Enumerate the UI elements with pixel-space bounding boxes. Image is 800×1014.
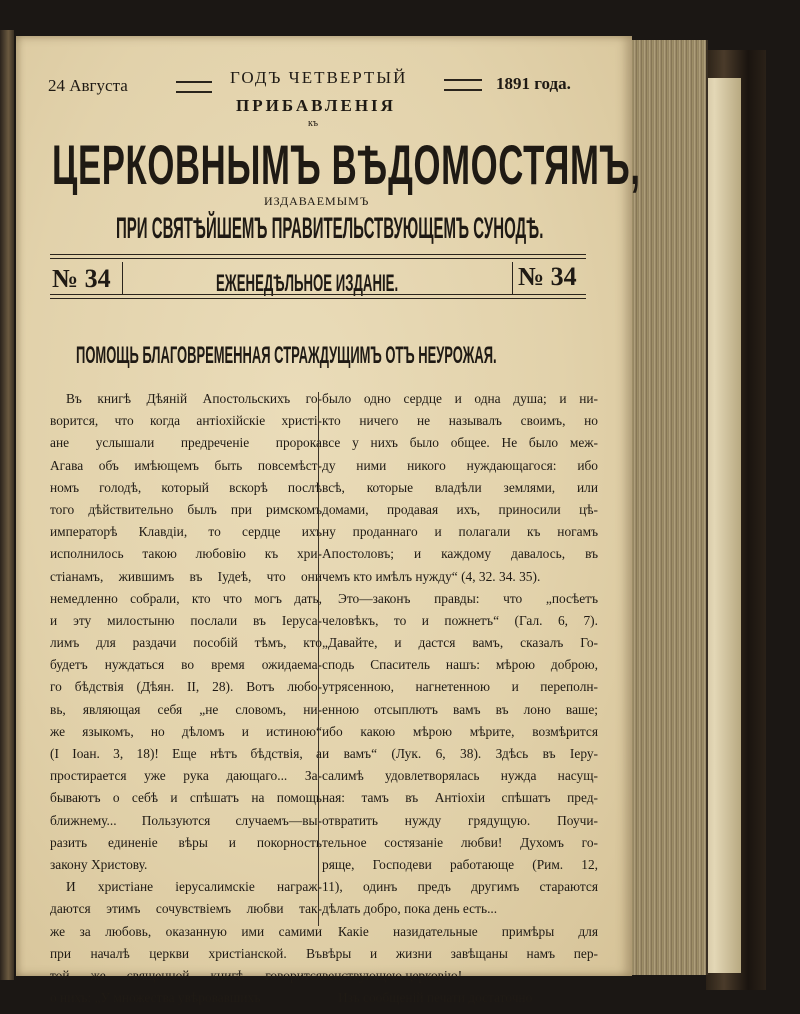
text-line: было одно сердце и одна душа; и ни- [322, 391, 598, 406]
weekly-edition-label: ЕЖЕНЕДѢЛЬНОЕ ИЗДАНІЕ. [216, 270, 399, 297]
text-line: Какіе назидательные примѣры для [338, 923, 598, 939]
text-line: кто ничего не называлъ своимъ, но [322, 413, 598, 429]
text-line: венствующею церковію! [322, 967, 463, 983]
issue-date: 24 Августа [48, 76, 128, 95]
text-line: исполнилось такою любовію къ хри- [50, 546, 322, 562]
text-line: о нихъ: „У множества увѣровавшихъ [50, 990, 261, 1006]
text-line: и вамъ“ (Лук. 6, 38). Здѣсь въ Іеру- [322, 746, 598, 761]
text-line: домами, продавая ихъ, приносили цѣ- [322, 501, 598, 517]
text-line: отвратить нужду грядущую. Поучи- [322, 812, 598, 828]
divider [512, 262, 513, 294]
text-line: номъ голодѣ, который вскорѣ послѣ [50, 479, 322, 495]
text-line: при началѣ церкви христіанской. Въ [50, 945, 322, 961]
text-line: будетъ нуждаться во время ожидаема- [50, 657, 322, 673]
text-line: той же священной книгѣ говорится [50, 967, 322, 983]
masthead-title: ЦЕРКОВНЫМЪ ВѢДОМОСТЯМЪ, [52, 133, 641, 196]
text-line: вь, являющая себя „не словомъ, ни- [50, 701, 322, 717]
text-line: бываютъ о себѣ и спѣшатъ на помощь [50, 790, 322, 806]
text-line: ду ними никого нуждающагося: ибо [322, 457, 598, 473]
text-line: Агава объ имѣющемъ быть повсемѣст- [50, 457, 322, 473]
synod-line: ПРИ СВЯТѢЙШЕМЪ ПРАВИТЕЛЬСТВУЮЩЕМЪ СУНОДѢ. [116, 212, 544, 245]
published-by: ИЗДАВАЕМЫМЪ [264, 194, 370, 208]
text-line: простирается уже рука дающаго... За- [50, 768, 322, 784]
ornament-rule-left [176, 81, 212, 93]
text-line: того дѣйствительно былъ при римскомъ [50, 501, 322, 517]
text-line: Это—законъ правды: что „посѣетъ [338, 590, 598, 606]
text-line: тельное состязаніе любви! Духомъ го- [322, 834, 598, 850]
article-column-left [50, 388, 322, 1009]
book-edge-left [0, 30, 14, 980]
text-line: дѣлать добро, пока день есть... [322, 901, 498, 917]
text-line: и эту милостыню послали въ Іеруса- [50, 612, 322, 628]
text-line: ная: тамъ въ Антіохіи спѣшатъ пред- [322, 790, 598, 806]
text-line: чемъ кто имѣлъ нужду“ (4, 32. 34. 35). [322, 568, 541, 584]
text-line: всѣ, которые владѣли землями, или [322, 479, 598, 495]
text-line: разить единеніе вѣры и покорность [50, 834, 322, 850]
article-heading: ПОМОЩЬ БЛАГОВРЕМЕННАЯ СТРАЖДУЩИМЪ ОТЪ НЕУРОЖАЯ. [76, 342, 497, 369]
text-line: ибо какою мѣрою мѣрите, возмѣрится [322, 723, 598, 739]
text-line: сподь Спаситель нашъ: мѣрою доброю, [322, 657, 598, 673]
issue-year: 1891 года. [496, 74, 571, 93]
text-line: „Давайте, и дастся вамъ, сказалъ Го- [322, 635, 598, 651]
text-line: ворится, что когда антіохійскіе христі- [50, 413, 322, 429]
text-line: стіанамъ, жившимъ въ Іудеѣ, что они [50, 568, 322, 584]
text-line: (I Іоан. 3, 18)! Еще нѣтъ бѣдствія, а [50, 746, 322, 761]
text-line: ну проданнаго и полагали къ ногамъ [322, 524, 598, 540]
text-line: енною отсыплютъ вамъ въ лоно ваше; [322, 701, 598, 717]
text-line: же за любовь, оказанную ими самими [50, 923, 322, 939]
text-line: Апостоловъ; и каждому давалось, въ [322, 546, 598, 562]
text-line: ане услышали предреченіе пророка [50, 435, 322, 451]
text-line: Изъ сообщеній печати достаточно [338, 990, 533, 1006]
rule [50, 298, 586, 299]
column-divider [318, 392, 319, 926]
text-line: закону Христову. [50, 856, 148, 872]
text-line: лимъ для раздачи пособій тѣмъ, кто [50, 635, 322, 651]
ornament-rule-right [444, 79, 482, 91]
text-line: ближнему... Пользуются случаемъ—вы- [50, 812, 322, 828]
text-line: же языкомъ, но дѣломъ и истиною“ [50, 723, 322, 739]
text-line: го бѣдствія (Дѣян. II, 28). Вотъ любо- [50, 679, 322, 695]
text-line: немедленно собрали, кто что могъ дать, [50, 590, 322, 606]
newspaper-page [16, 36, 641, 1006]
preposition: къ [308, 118, 319, 129]
text-line: ряще, Господеви работающе (Рим. 12, [322, 856, 598, 872]
supplement-label: ПРИБАВЛЕНІЯ [236, 96, 396, 115]
article-column-right [322, 388, 598, 1009]
text-line: вѣры и жизни завѣщаны намъ пер- [322, 945, 598, 961]
text-line: салимѣ удовлетворялась нужда насущ- [322, 768, 598, 784]
text-line: 11), одинъ предъ другимъ стараются [322, 879, 598, 895]
issue-number-left: № 34 [52, 264, 111, 293]
rule [50, 258, 586, 259]
rule [50, 294, 586, 295]
text-line: даются этимъ сочувствіемъ любви так- [50, 901, 322, 917]
year-label: ГОДЪ ЧЕТВЕРТЫЙ [230, 68, 408, 87]
text-line: утрясенною, нагнетенною и переполн- [322, 679, 598, 695]
divider [122, 262, 123, 294]
text-line: человѣкъ, то и пожнетъ“ (Гал. 6, 7). [322, 612, 598, 628]
text-line: императорѣ Клавдіи, то сердце ихъ [50, 524, 322, 540]
rule [50, 254, 586, 255]
text-line: все у нихъ было общее. Не было меж- [322, 435, 598, 451]
issue-number-right: № 34 [518, 262, 577, 291]
text-line: И христіане іерусалимскіе награж- [66, 879, 322, 895]
text-line: Въ книгѣ Дѣяній Апостольскихъ го- [66, 391, 322, 406]
